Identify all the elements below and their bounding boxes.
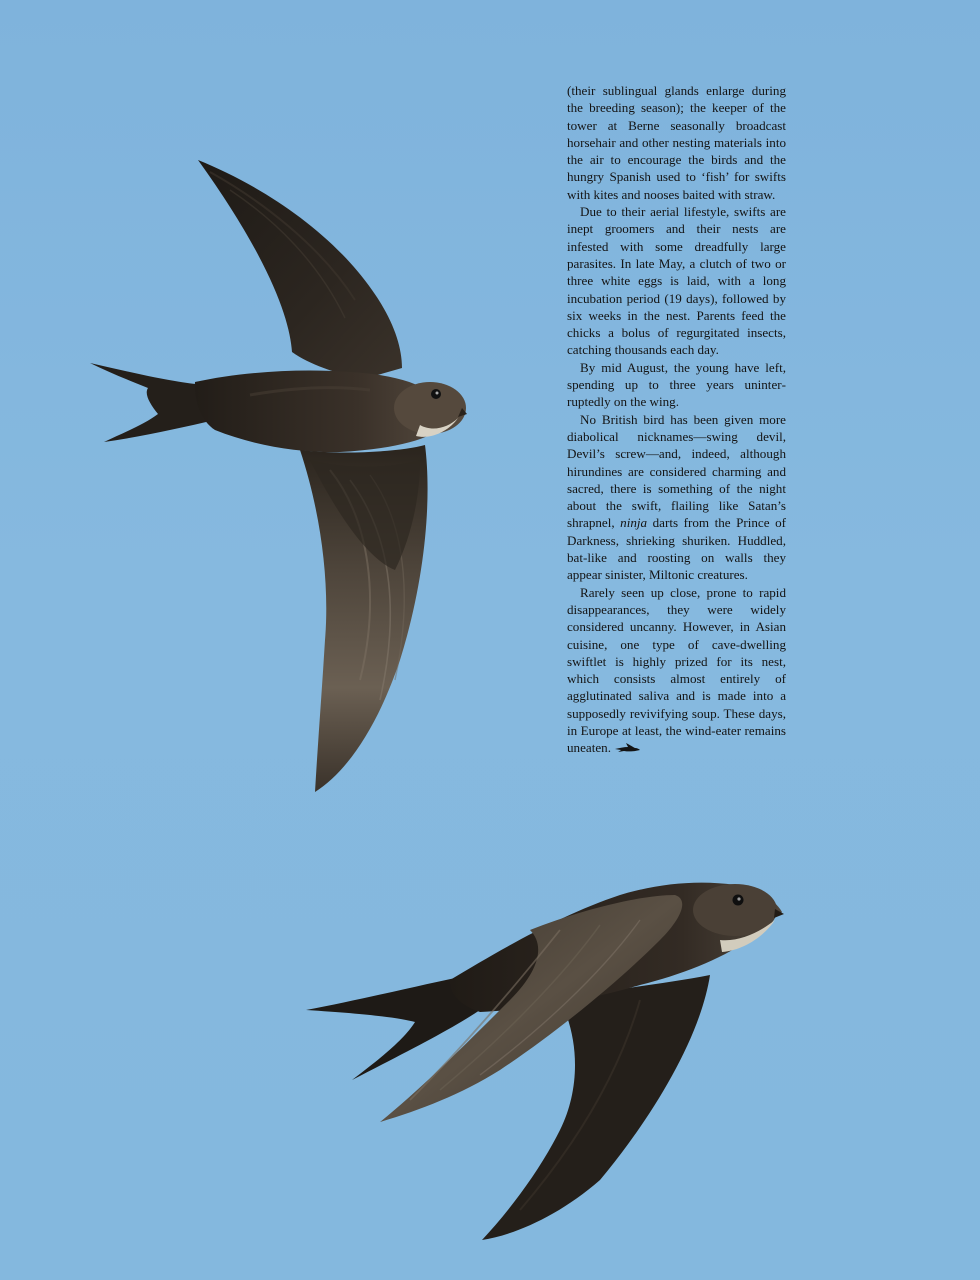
emphasized-word: ninja [620,515,648,531]
paragraph-text: No British bird has been given more diabolical nicknames—swing devil, Devil’s screw—and, indeed, although hirundines are considered charming and sacred, there is something of the night about the swift, flailing like Satan’s shrapnel, [567,411,786,531]
paragraph-text: Rarely seen up close, prone to rapid disappearances, they were widely considered uncanny. However, in Asian cuisine, one type of cave-dwelling swiftlet is highly prized for its nest, which consists almost entirely of agglutinated saliva and is made into a supposedly revivifying soup. These days, in Europe at least, the wind-eater remains uneaten. [567,584,786,756]
paragraph-text: darts from the Prince of Darkness, shrieking shuriken. Huddled, bat-like and roosting on walls they appear sinister, Miltonic creatures. [567,515,786,583]
article-text-column [567,82,786,757]
swift-silhouette-icon [614,742,640,753]
article-paragraph [567,584,786,757]
article-paragraph [567,411,786,584]
article-paragraph: Due to their aerial lifestyle, swifts are inept groomers and their nests are infested with some dreadfully large parasites. In late May, a clutch of two or three white eggs is laid, with a long incubation period (19 days), followed by six weeks in the nest. Parents feed the chicks a bolus of regurgitated insects, catching thousands each day. [567,204,786,358]
article-paragraph: By mid August, the young have left, spending up to three years uninterruptedly on the wing. [567,359,786,410]
article-paragraph: (their sublingual glands enlarge during the breeding season); the keeper of the tower at Berne seasonally broadcast horsehair and other nesting materials into the air to encourage the birds and the hungry Spanish used to ‘fish’ for swifts with kites and nooses baited with straw. [567,83,786,202]
